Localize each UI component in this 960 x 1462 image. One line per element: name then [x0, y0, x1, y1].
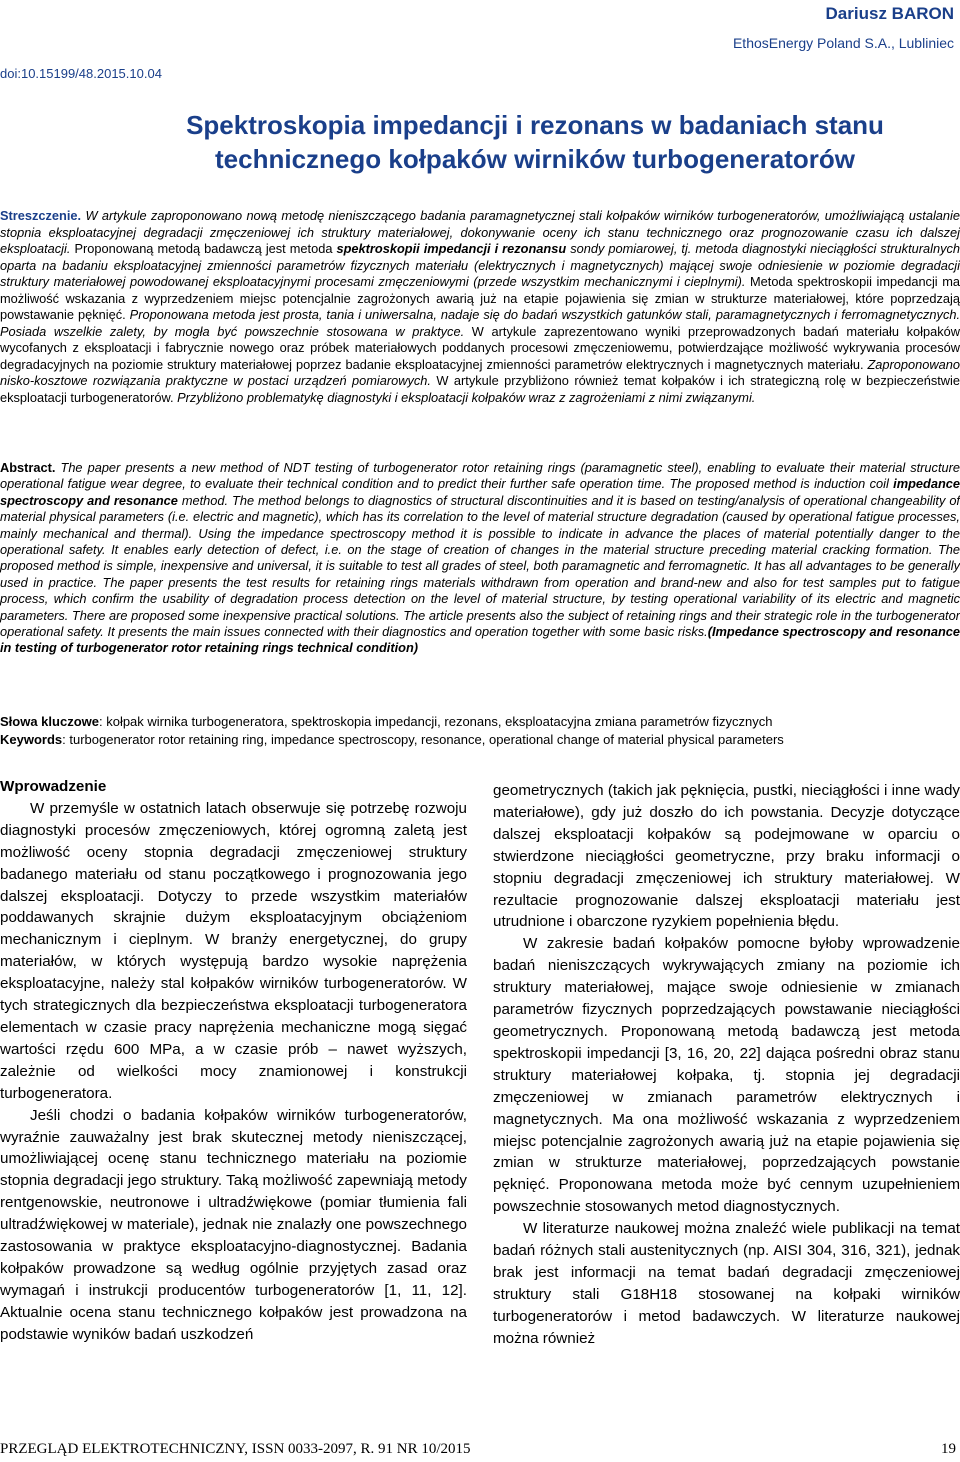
streszczenie — [0, 208, 960, 406]
body-paragraph-4: W zakresie badań kołpaków pomocne byłoby wprowadzenie badań nieniszczących wykrywających zmiany na poziomie ich struktury materiałowej, mające swoje odniesienie w zmianach parametrów fizycznych poprzedzających powstawanie nieciągłości geometrycznych. Proponowaną metodą badawczą jest metoda spektroskopii impedancji [3, 16, 20, 22] dająca pośredni obraz stanu struktury materiałowej kołpaka, tj. stopnia jej degradacji zmęczeniowej w zmianach parametrów elektrycznych i magnetycznych. Ma ona możliwość wskazania z wyprzedzeniem miejsc potencjalnie zagrożonych awarią już na etapie pojawienia się zmian w strukturze materiałowej, poprzedzających powstanie pęknięć. Proponowana metoda może być cennym uzupełnieniem powszechnie stosowanych metod diagnostycznych. — [493, 935, 960, 1216]
title-line-2: technicznego kołpaków wirników turbogeneratorów — [215, 144, 855, 174]
page-number: 19 — [941, 1441, 956, 1457]
page-footer — [0, 1441, 960, 1461]
abstract-label: Abstract. — [0, 460, 56, 475]
author-block — [733, 4, 954, 53]
streszczenie-part9: Przybliżono problematykę diagnostyki i eksploatacji kołpaków wraz z zagrożeniami z nimi związanymi. — [173, 389, 756, 405]
abstract-bold2: (Impedance spectroscopy and resonance in testing of turbogenerator rotor retaining rings technical condition) — [0, 624, 960, 656]
keywords-pl — [0, 713, 960, 731]
body-paragraph-2: Jeśli chodzi o badania kołpaków wirników turbogeneratorów, wyraźnie zauważalny jest brak skutecznej metody nieniszczącej, umożliwiającej ocenę stanu technicznego materiału na poziomie stopnia degradacji jego struktury. Taką możliwość zapewniają metody rentgenowskie, neutronowe i ultradźwiękowe (pomiar tłumienia fali ultradźwiękowej w materiale), jednak nie znalazły one powszechnego zastosowania w praktyce eksploatacyjno-diagnostycznej. Badania kołpaków prowadzone są według ogólnie przyjętych zasad oraz wymagań i instrukcji producentów turbogeneratorów [1, 11, 12]. Aktualnie ocena stanu technicznego kołpaków jest prowadzona na podstawie wyników badań uszkodzeń — [0, 1106, 467, 1343]
body-paragraph-5: W literaturze naukowej można znaleźć wiele publikacji na temat badań różnych stali austenitycznych (np. AISI 304, 316, 321), jednak brak jest informacji na temat badań degradacji zmęczeniowej struktury stali G18H18 stosowanej na kołpaki wirników turbogeneratorów i metod badawczych. W literaturze naukowej można również — [493, 1220, 960, 1347]
body-paragraph-3: geometrycznych (takich jak pęknięcia, pustki, nieciągłości i inne wady materiałowe), gdy już doszło do ich powstania. Decyzje dotyczące dalszej eksploatacji kołpaków są podejmowane w oparciu o stwierdzone nieciągłości geometryczne, przy braku informacji o stopniu degradacji zmęczeniowej ich struktury materiałowej. W rezultacie prognozowanie dalszej eksploatacji materiału jest utrudnione i obarczone ryzykiem popełnienia błędu. — [493, 782, 960, 931]
body-paragraph-1: W przemyśle w ostatnich latach obserwuje się potrzebę rozwoju diagnostyki procesów zmęczeniowych, której ogromną zaletą jest możliwość oceny stopnia degradacji zmęczeniowej struktury badanego materiału od stanu początkowego i prognozowania jego dalszej eksploatacji. Dotyczy to przede wszystkim materiałów poddawanych skrajnie dużym eksploatacyjnym obciążeniom mechanicznym i cieplnym. W branży energetycznej, do grupy materiałów, w których występują bardzo wysokie naprężenia eksploatacyjne, należy stal kołpaków wirników turbogeneratorów. W tych strategicznych dla bezpieczeństwa eksploatacji turbogeneratora elementach w czasie pracy naprężenia mechaniczne mogą sięgać wartości rzędu 600 MPa, a w czasie prób – nawet wyższych, zależnie od wielkości mocy znamionowej i konstrukcji turbogeneratora. — [0, 799, 467, 1102]
keywords-en-text: : turbogenerator rotor retaining ring, impedance spectroscopy, resonance, operational change of material physical parameters — [62, 732, 784, 747]
journal-name: PRZEGLĄD ELEKTROTECHNICZNY, ISSN 0033-2097, R. 91 NR 10/2015 — [0, 1441, 471, 1457]
body-column-right — [493, 780, 960, 1350]
streszczenie-part2: Proponowaną metodą badawczą jest metoda — [70, 241, 337, 256]
streszczenie-part4: Metoda spektroskopii impedancji ma możliwość wskazania z wyprzedzeniem miejsc potencjalnie zagrożonych awarią już na etapie pojawienia się zmian w strukturze materiałowej, które poprzedzają powstawanie pęknięć. — [0, 274, 960, 322]
abstract-bold1: impedance spectroscopy and resonance — [0, 476, 960, 508]
streszczenie-part5: Proponowana metoda jest prosta, tania i uniwersalna, nadaje się do badań wszystkich gatunków stali, paramagnetycznych i ferromagnetycznych. Posiada wszelkie zalety, by mogła być powszechnie stosowana w praktyce. — [0, 307, 960, 339]
streszczenie-part7: Zaproponowano nisko-kosztowe rozwiązania praktyczne w postaci urządzeń pomiarowych. — [0, 356, 960, 388]
abstract-part2: method. The method belongs to diagnostics of structural discontinuities and it is based on testing/analysis of operational changeability of material physical parameters (i.e. electric and magnetic), which has its correlation to the level of material structure degradation (caused by operational fatigue processes, mainly mechanical and thermal). Using the impedance spectroscopy method it is possible to indicate in advance the places of material potentially danger to the operational safety. It enables early detection of defect, i.e. on the stage of creation of changes in the material structure preceding material cracking formation. The proposed method is simple, inexpensive and universal, it is suitable to test all grades of steel, both paramagnetic and ferromagnetic. It has all advantages to be generally used in practice. The paper presents the test results for retaining rings materials withdrawn from operation and brand-new and also for test samples put to fatigue process, which confirm the usability of degradation process detection on the level of material structure, by testing operational variability of its electric and magnetic parameters. There are proposed some inexpensive practical solutions. The article presents also the subject of retaining rings and their strategic role in the turbogenerator operational safety. It presents the main issues connected with their diagnostics and operation together with some basic risks. — [0, 492, 960, 640]
streszczenie-part1: W artykule zaproponowano nową metodę nieniszczącego badania paramagnetycznej stali kołpaków wirników turbogeneratorów, umożliwiającą ustalanie stopnia eksploatacyjnej degradacji zmęczeniowej ich struktury materiałowej, dokonywanie oceny ich stanu technicznego oraz prognozowanie czasu ich dalszej eksploatacji. — [0, 208, 960, 256]
body-column-left — [0, 776, 467, 1346]
doi: doi:10.15199/48.2015.10.04 — [0, 66, 162, 81]
keywords-en-label: Keywords — [0, 732, 63, 747]
streszczenie-bold1: spektroskopii impedancji i rezonansu — [336, 241, 567, 256]
keywords-pl-text: : kołpak wirnika turbogeneratora, spektroskopia impedancji, rezonans, eksploatacyjna zmiana parametrów fizycznych — [98, 714, 773, 729]
paper-title — [110, 108, 960, 176]
keywords-en — [0, 731, 960, 749]
streszczenie-label: Streszczenie. — [0, 208, 82, 223]
section-heading: Wprowadzenie — [0, 778, 107, 795]
abstract — [0, 460, 960, 657]
abstract-part1: The paper presents a new method of NDT testing of turbogenerator rotor retaining rings (paramagnetic steel), enabling to evaluate their material structure operational fatigue wear degree, to evaluate their technical condition and to predict their further safe operation time. The proposed method is induction coil — [0, 460, 960, 492]
title-line-1: Spektroskopia impedancji i rezonans w badaniach stanu — [186, 110, 884, 140]
streszczenie-part8: W artykule przybliżono również temat kołpaków i ich strategiczną rolę w bezpieczeństwie eksploatacji turbogeneratorów. — [0, 373, 960, 405]
streszczenie-part3: sondy pomiarowej, tj. metoda diagnostyki nieciągłości strukturalnych oparta na badaniu eksploatacyjnej zmienności parametrów fizycznych materiału (elektrycznych i magnetycznych) mającej swoje odniesienie w poziomie degradacji struktury materiałowej powodowanej eksploatacyjnymi procesami zmęczeniowymi (przede wszystkim mechanicznymi i cieplnymi). — [0, 241, 960, 289]
author-affiliation: EthosEnergy Poland S.A., Lubliniec — [732, 35, 954, 51]
keywords — [0, 713, 960, 749]
author-name: Dariusz BARON — [825, 4, 954, 23]
streszczenie-part6: W artykule zaprezentowano wyniki przeprowadzonych badań materiału kołpaków wycofanych z eksploatacji i fabrycznie nowego oraz próbek materiałowych poddanych procesowi zmęczeniowemu, potwierdzające możliwość wykrywania procesów degradacyjnych na poziomie struktury materiałowej poprzez badanie eksploatacyjnej zmienności parametrów elektrycznych i magnetycznych materiału. — [0, 323, 960, 372]
keywords-pl-label: Słowa kluczowe — [0, 714, 99, 729]
